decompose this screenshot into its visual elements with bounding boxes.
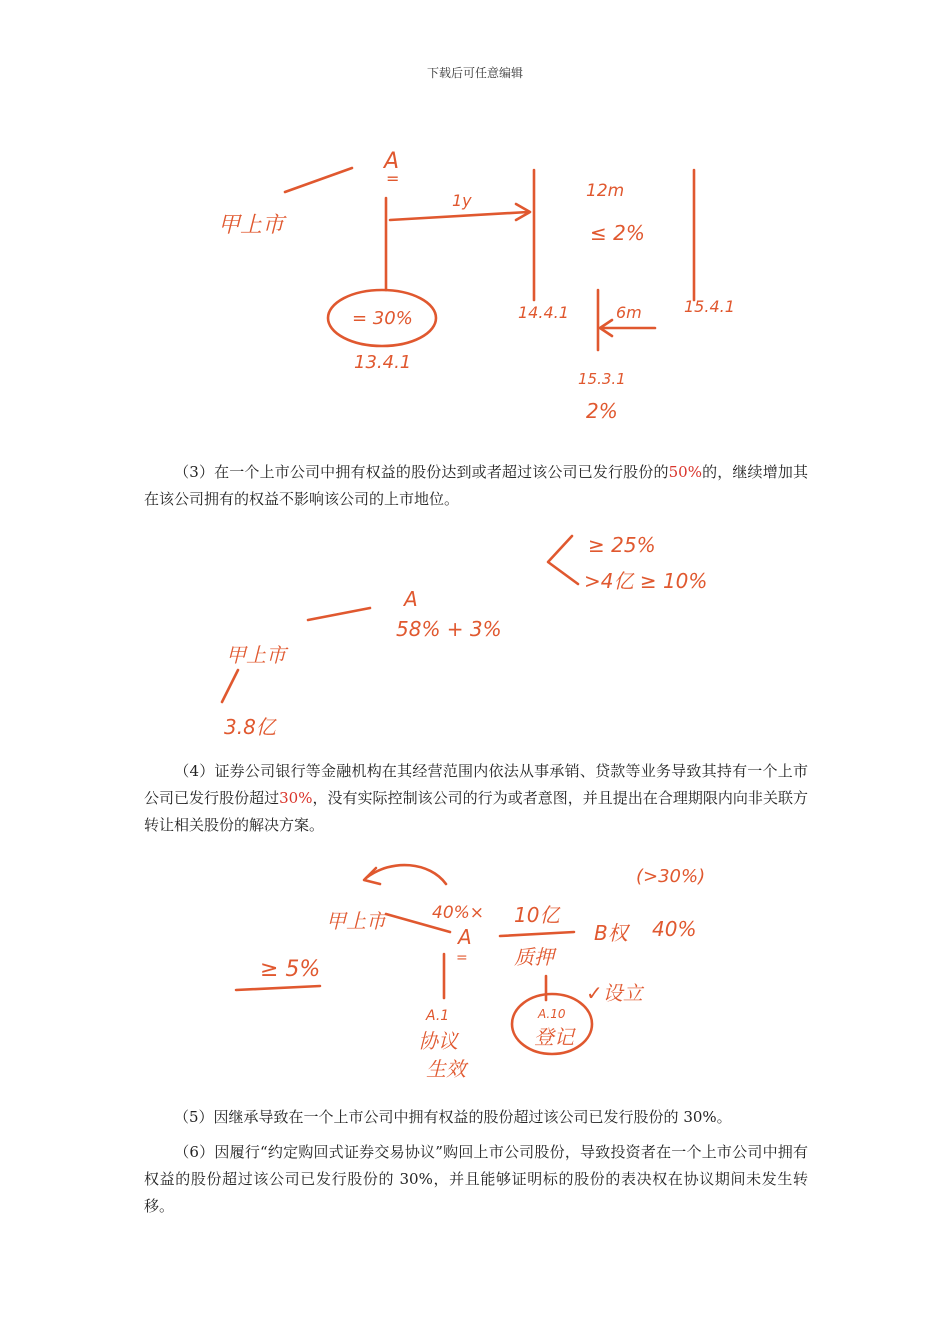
fig2-cond2: >4亿 ≥ 10%: [584, 569, 708, 593]
para4-highlight: 30%: [279, 789, 313, 807]
paragraph-3: [144, 459, 808, 513]
paragraph-6: [144, 1139, 808, 1220]
fig3-fraction-line: [500, 932, 574, 936]
fig3-pledge: 质押: [514, 945, 554, 969]
para3-after: 的，继续增加其在该公司拥有的权益不影响该公司的上市地位。: [144, 463, 808, 508]
fig3-transfer: 登记: [534, 1025, 574, 1049]
fig1-date-start: 13.4.1: [354, 352, 412, 373]
fig3-check: ✓设立: [586, 981, 643, 1005]
figure-holding: [0, 518, 950, 748]
fig1-limit: ≤ 2%: [590, 221, 645, 245]
para6-text: （6）因履行“约定购回式证券交易协议”购回上市公司股份，导致投资者在一个上市公司中拥有权益的股份超过该公司已发行股份的 30%，并且能够证明标的股份的表决权在协议期间未发生转移。: [144, 1143, 808, 1215]
fig2-cond1: ≥ 25%: [588, 533, 656, 557]
figure-pledge: [0, 848, 950, 1088]
fig2-down-line: [222, 670, 238, 702]
fig3-b-right: B权: [594, 921, 628, 945]
fig1-eq: =: [386, 169, 400, 188]
fig2-link-line: [308, 608, 370, 620]
para3-before: （3）在一个上市公司中拥有权益的股份达到或者超过该公司已发行股份的: [174, 463, 669, 481]
para3-highlight: 50%: [668, 463, 702, 481]
fig2-stake: 58% + 3%: [396, 617, 502, 641]
fig1-period: 12m: [586, 181, 625, 201]
fig1-back-pct: 2%: [586, 399, 618, 423]
para4-after: ，没有实际控制该公司的行为或者意图，并且提出在合理期限内向非关联方转让相关股份的解决方案。: [144, 789, 808, 834]
fig2-party: A: [404, 587, 418, 611]
paragraph-4: [144, 758, 808, 839]
fig3-agreement: 协议: [418, 1029, 458, 1053]
fig1-back-label: 6m: [616, 303, 642, 322]
fig3-pct40: 40%×: [432, 903, 485, 923]
fig3-party: A: [458, 925, 472, 949]
fig1-arrow-line: [390, 212, 528, 220]
fig3-company: 甲上市: [326, 909, 386, 933]
fig3-underline: [236, 986, 320, 990]
fig3-eq: =: [456, 950, 468, 966]
para4-before: （4）证券公司银行等金融机构在其经营范围内依法从事承销、贷款等业务导致其持有一个上市公司已发行股份超过: [144, 762, 808, 807]
fig1-date-end: 15.4.1: [684, 297, 735, 316]
fig3-date2: A.10: [538, 1007, 566, 1021]
fig2-brace: [548, 536, 578, 584]
para5-text: （5）因继承导致在一个上市公司中拥有权益的股份超过该公司已发行股份的 30%。: [174, 1108, 732, 1126]
fig2-company: 甲上市: [226, 643, 286, 667]
fig1-stake: = 30%: [352, 308, 413, 329]
fig2-capital: 3.8亿: [224, 715, 276, 739]
fig3-gt30: (>30%): [636, 866, 706, 887]
fig3-curve-arrow: [366, 865, 446, 884]
fig3-ge5: ≥ 5%: [260, 957, 321, 982]
fig1-arrow-label: 1y: [452, 191, 472, 210]
fig1-link-line: [285, 168, 352, 192]
paragraph-5: [144, 1104, 808, 1131]
fig1-company: 甲上市: [218, 213, 285, 238]
fig1-party: A: [384, 149, 400, 174]
fig3-effect: 生效: [426, 1057, 466, 1081]
fig1-date-mid: 14.4.1: [518, 303, 569, 322]
fig3-b-pct: 40%: [652, 917, 697, 941]
fig1-date-back: 15.3.1: [578, 370, 626, 388]
page-header: 下载后可任意编辑: [426, 66, 523, 80]
fig3-date1: A.1: [426, 1008, 450, 1024]
figure-timeline: [0, 140, 950, 440]
fig3-loan: 10亿: [514, 903, 560, 927]
